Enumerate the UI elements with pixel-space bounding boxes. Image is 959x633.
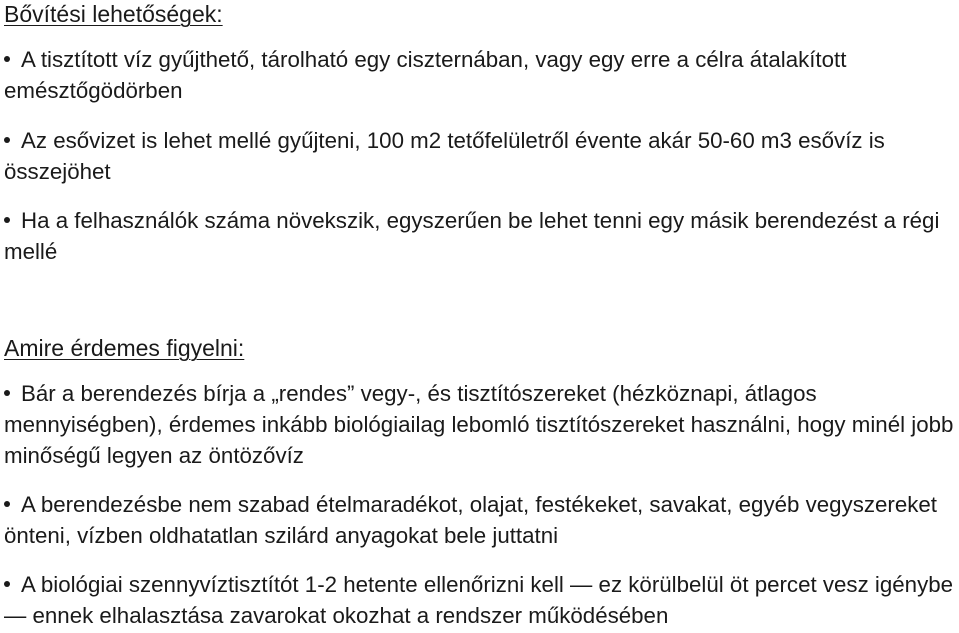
list-item — [4, 125, 956, 187]
bullet-icon — [4, 205, 18, 236]
list-item-text: Bár a berendezés bírja a „rendes” vegy-, és tisztítószereket (hézköznapi, átlagos mennyiségben), érdemes inkább biológiailag lebomló tisztítószereket használni, hogy minél jobb minőségű legyen az öntözővíz — [4, 381, 954, 468]
list-item — [4, 489, 956, 551]
list-item-text: A berendezésbe nem szabad ételmaradékot, olajat, festékeket, savakat, egyéb vegyszereket önteni, vízben oldhatatlan szilárd anyagokat bele juttatni — [4, 492, 937, 548]
bullet-icon — [4, 125, 18, 156]
list-item — [4, 44, 956, 106]
list-item — [4, 378, 956, 471]
bullet-icon — [4, 378, 18, 409]
section-heading-things-to-watch: Amire érdemes figyelni: — [4, 335, 245, 361]
list-item — [4, 205, 956, 267]
bullet-icon — [4, 44, 18, 75]
bullet-icon — [4, 569, 18, 600]
list-item-text: Az esővizet is lehet mellé gyűjteni, 100 m2 tetőfelületről évente akár 50-60 m3 esővíz is összejöhet — [4, 128, 885, 184]
list-item-text: A biológiai szennyvíztisztítót 1-2 hetente ellenőrizni kell — ez körülbelül öt percet vesz igénybe — ennek elhalasztása zavarokat okozhat a rendszer működésében — [4, 572, 954, 628]
bullet-icon — [4, 489, 18, 520]
list-item — [4, 569, 956, 631]
list-item-text: Ha a felhasználók száma növekszik, egyszerűen be lehet tenni egy másik berendezést a régi mellé — [4, 208, 940, 264]
section-heading-expansion-options: Bővítési lehetőségek: — [4, 1, 223, 27]
list-item-text: A tisztított víz gyűjthető, tárolható egy ciszternában, vagy egy erre a célra átalakított emésztőgödörben — [4, 47, 847, 103]
